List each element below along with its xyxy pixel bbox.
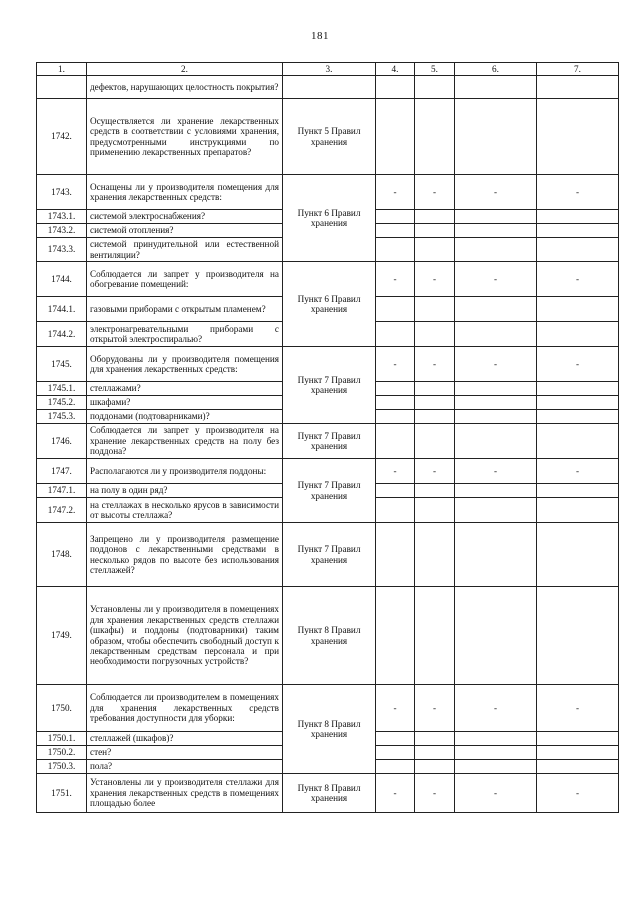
row-question: поддонами (подтоварниками)? <box>87 410 283 424</box>
row-question: стен? <box>87 746 283 760</box>
row-number: 1750.2. <box>37 746 87 760</box>
col-header-1: 1. <box>37 63 87 76</box>
row-reference: Пункт 7 Правил хранения <box>283 523 376 587</box>
table-row <box>37 587 619 685</box>
dash-mark: - <box>537 347 619 382</box>
checklist-table <box>36 62 619 813</box>
table-row <box>37 347 619 382</box>
row-question: системой отопления? <box>87 224 283 238</box>
row-number: 1743.1. <box>37 210 87 224</box>
col-header-4: 4. <box>376 63 415 76</box>
dash-mark: - <box>537 175 619 210</box>
row-question: Установлены ли у производителя стеллажи для хранения лекарственных средств в помещениях площадью более <box>87 774 283 813</box>
dash-mark: - <box>537 774 619 813</box>
table-row <box>37 262 619 297</box>
page-number: 181 <box>311 30 329 42</box>
col-header-5: 5. <box>415 63 455 76</box>
row-reference: Пункт 5 Правил хранения <box>283 99 376 175</box>
row-number: 1748. <box>37 523 87 587</box>
dash-mark: - <box>537 459 619 484</box>
row-number: 1745. <box>37 347 87 382</box>
row-number: 1751. <box>37 774 87 813</box>
row-question: Оборудованы ли у производителя помещения для хранения лекарственных средств: <box>87 347 283 382</box>
row-reference: Пункт 7 Правил хранения <box>283 459 376 523</box>
row-number: 1745.2. <box>37 396 87 410</box>
row-question: Соблюдается ли запрет у производителя на хранение лекарственных средств на полу без поддона? <box>87 424 283 459</box>
row-number: 1750.3. <box>37 760 87 774</box>
dash-mark: - <box>537 262 619 297</box>
row-reference: Пункт 7 Правил хранения <box>283 347 376 424</box>
row-reference: Пункт 8 Правил хранения <box>283 774 376 813</box>
dash-mark: - <box>415 685 455 732</box>
row-number: 1747.1. <box>37 484 87 498</box>
dash-mark: - <box>455 685 537 732</box>
dash-mark: - <box>415 459 455 484</box>
dash-mark: - <box>376 175 415 210</box>
row-question: на полу в один ряд? <box>87 484 283 498</box>
row-question: пола? <box>87 760 283 774</box>
row-number: 1744.1. <box>37 297 87 322</box>
row-number: 1750.1. <box>37 732 87 746</box>
table-row <box>37 685 619 732</box>
dash-mark: - <box>455 459 537 484</box>
row-number: 1747. <box>37 459 87 484</box>
dash-mark: - <box>376 459 415 484</box>
row-question: Соблюдается ли запрет у производителя на обогревание помещений: <box>87 262 283 297</box>
dash-mark: - <box>415 347 455 382</box>
row-number: 1747.2. <box>37 498 87 523</box>
table-row <box>37 76 619 99</box>
row-number: 1743.3. <box>37 238 87 262</box>
row-question: дефектов, нарушающих целостность покрытия? <box>87 76 283 99</box>
row-question: на стеллажах в несколько ярусов в зависимости от высоты стеллажа? <box>87 498 283 523</box>
row-number: 1744.2. <box>37 322 87 347</box>
col-header-3: 3. <box>283 63 376 76</box>
col-header-2: 2. <box>87 63 283 76</box>
row-number: 1746. <box>37 424 87 459</box>
dash-mark: - <box>376 347 415 382</box>
row-question: системой принудительной или естественной вентиляции? <box>87 238 283 262</box>
row-reference <box>283 76 376 99</box>
row-number: 1750. <box>37 685 87 732</box>
row-reference: Пункт 8 Правил хранения <box>283 587 376 685</box>
dash-mark: - <box>376 774 415 813</box>
row-question: Запрещено ли у производителя размещение поддонов с лекарственными средствами в несколько рядов по высоте без использования стеллажей? <box>87 523 283 587</box>
col-header-7: 7. <box>537 63 619 76</box>
row-number: 1744. <box>37 262 87 297</box>
dash-mark: - <box>415 175 455 210</box>
dash-mark: - <box>455 262 537 297</box>
row-question: Оснащены ли у производителя помещения для хранения лекарственных средств: <box>87 175 283 210</box>
table-row <box>37 459 619 484</box>
row-reference: Пункт 7 Правил хранения <box>283 424 376 459</box>
row-question: Осуществляется ли хранение лекарственных средств в соответствии с условиями хранения, предусмотренными инструкциями по применению лекарственных препаратов? <box>87 99 283 175</box>
row-reference: Пункт 6 Правил хранения <box>283 262 376 347</box>
dash-mark: - <box>537 685 619 732</box>
row-question: Соблюдается ли производителем в помещениях для хранения лекарственных средств требования доступности для уборки: <box>87 685 283 732</box>
row-question: стеллажей (шкафов)? <box>87 732 283 746</box>
dash-mark: - <box>455 175 537 210</box>
row-question: стеллажами? <box>87 382 283 396</box>
row-reference: Пункт 6 Правил хранения <box>283 175 376 262</box>
dash-mark: - <box>455 774 537 813</box>
table-row <box>37 774 619 813</box>
dash-mark: - <box>455 347 537 382</box>
table-row <box>37 424 619 459</box>
dash-mark: - <box>376 685 415 732</box>
row-question: шкафами? <box>87 396 283 410</box>
row-question: Установлены ли у производителя в помещениях для хранения лекарственных средств стеллажи (шкафы) и поддоны (подтоварники) таким образом, чтобы обеспечить свободный доступ к лекарственным средствам персонала и при необходимости погрузочных устройств? <box>87 587 283 685</box>
row-number: 1742. <box>37 99 87 175</box>
header-row <box>37 63 619 76</box>
table-row <box>37 99 619 175</box>
row-reference: Пункт 8 Правил хранения <box>283 685 376 774</box>
row-number: 1743. <box>37 175 87 210</box>
row-number: 1743.2. <box>37 224 87 238</box>
row-question: системой электроснабжения? <box>87 210 283 224</box>
dash-mark: - <box>415 262 455 297</box>
col-header-6: 6. <box>455 63 537 76</box>
table-row <box>37 175 619 210</box>
row-question: Располагаются ли у производителя поддоны: <box>87 459 283 484</box>
dash-mark: - <box>376 262 415 297</box>
row-number: 1749. <box>37 587 87 685</box>
row-question: электронагревательными приборами с открытой электроспиралью? <box>87 322 283 347</box>
row-question: газовыми приборами с открытым пламенем? <box>87 297 283 322</box>
row-number: 1745.1. <box>37 382 87 396</box>
table-row <box>37 523 619 587</box>
dash-mark: - <box>415 774 455 813</box>
row-number: 1745.3. <box>37 410 87 424</box>
row-number <box>37 76 87 99</box>
